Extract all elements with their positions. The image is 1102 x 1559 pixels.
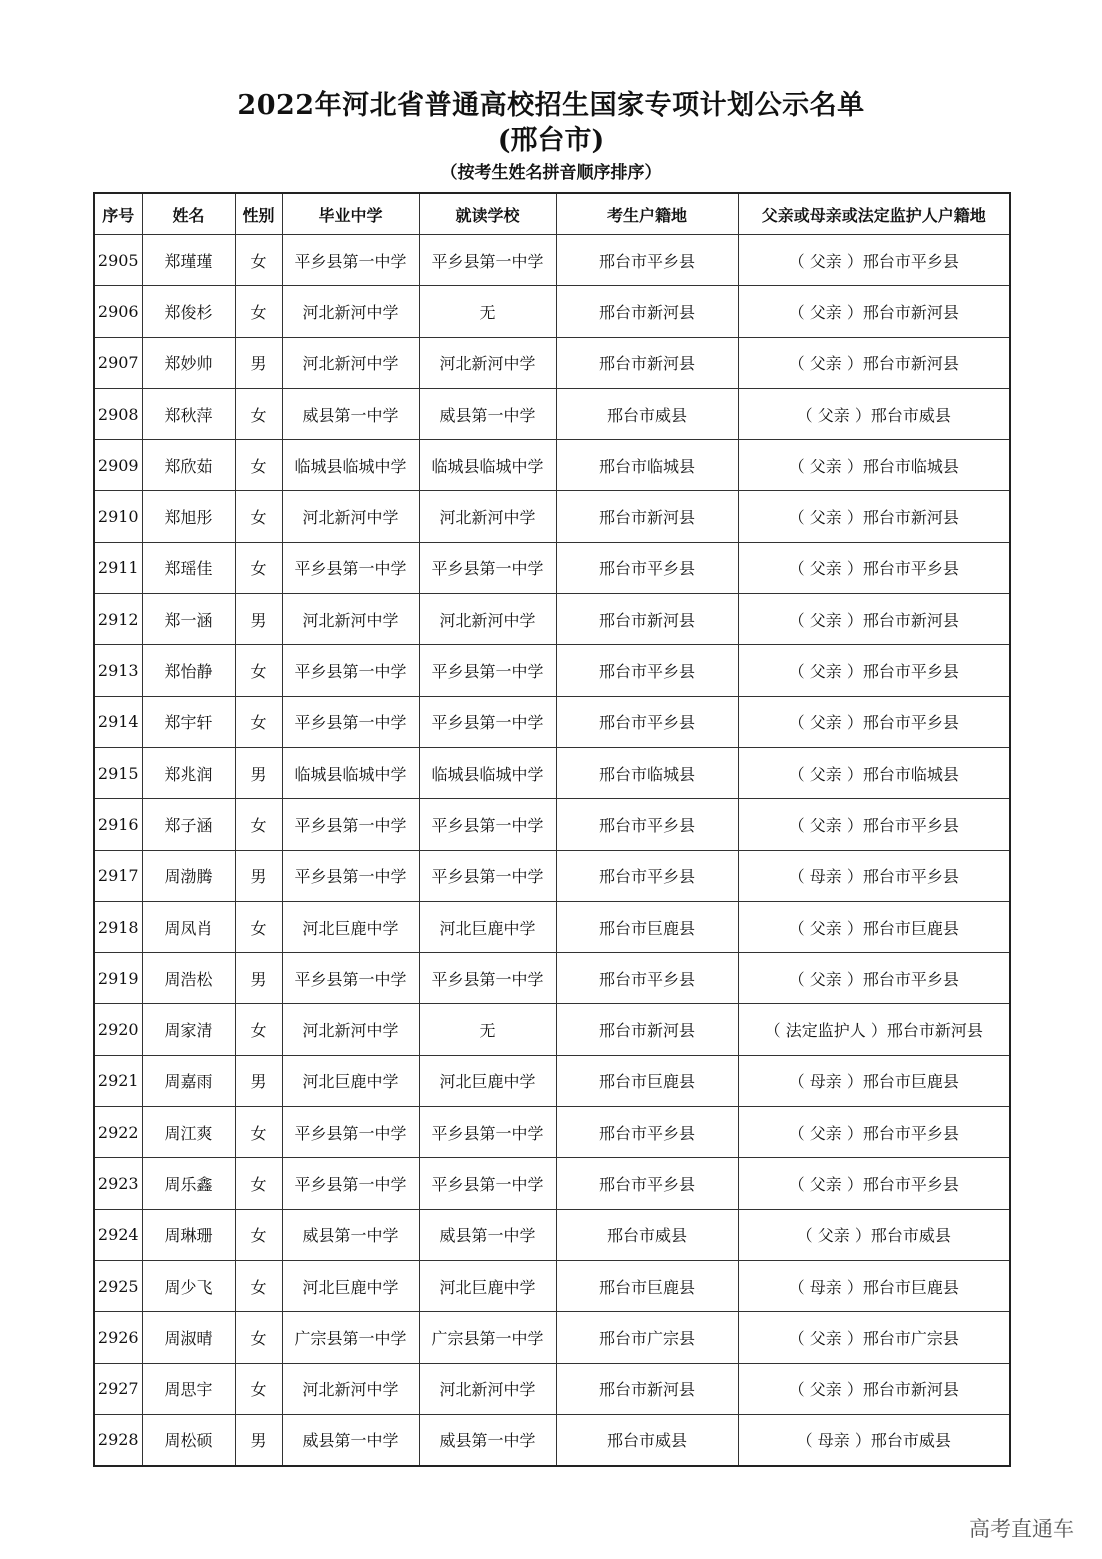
cell-current-school: 广宗县第一中学 [419, 1312, 556, 1363]
cell-graduated-school: 威县第一中学 [282, 388, 419, 439]
cell-name: 周淑晴 [142, 1312, 235, 1363]
cell-seq: 2919 [94, 953, 142, 1004]
cell-guardian-residence: （ 父亲 ）邢台市威县 [738, 388, 1010, 439]
cell-current-school: 河北新河中学 [419, 594, 556, 645]
cell-student-residence: 邢台市平乡县 [556, 696, 738, 747]
cell-guardian-residence: （ 父亲 ）邢台市平乡县 [738, 542, 1010, 593]
table-body [94, 235, 1010, 1467]
table-row [94, 388, 1010, 439]
cell-gender: 女 [235, 1260, 282, 1311]
cell-student-residence: 邢台市新河县 [556, 337, 738, 388]
cell-name: 周少飞 [142, 1260, 235, 1311]
cell-graduated-school: 河北新河中学 [282, 491, 419, 542]
table-row [94, 1414, 1010, 1466]
cell-name: 周家清 [142, 1004, 235, 1055]
cell-student-residence: 邢台市临城县 [556, 440, 738, 491]
document-subtitle: (邢台市) [497, 125, 605, 156]
cell-graduated-school: 威县第一中学 [282, 1414, 419, 1466]
cell-current-school: 河北巨鹿中学 [419, 1055, 556, 1106]
cell-guardian-residence: （ 父亲 ）邢台市威县 [738, 1209, 1010, 1260]
cell-name: 郑兆润 [142, 747, 235, 798]
cell-gender: 女 [235, 440, 282, 491]
cell-student-residence: 邢台市威县 [556, 388, 738, 439]
cell-current-school: 无 [419, 286, 556, 337]
cell-current-school: 河北巨鹿中学 [419, 1260, 556, 1311]
sort-order-note: （按考生姓名拼音顺序排序） [440, 163, 662, 183]
cell-seq: 2907 [94, 337, 142, 388]
cell-student-residence: 邢台市临城县 [556, 747, 738, 798]
cell-seq: 2926 [94, 1312, 142, 1363]
cell-gender: 女 [235, 286, 282, 337]
table-row [94, 440, 1010, 491]
cell-student-residence: 邢台市平乡县 [556, 850, 738, 901]
cell-gender: 女 [235, 388, 282, 439]
cell-name: 郑秋萍 [142, 388, 235, 439]
cell-seq: 2923 [94, 1158, 142, 1209]
cell-seq: 2906 [94, 286, 142, 337]
cell-name: 郑宇轩 [142, 696, 235, 747]
table-row [94, 1363, 1010, 1414]
cell-seq: 2912 [94, 594, 142, 645]
cell-gender: 女 [235, 799, 282, 850]
cell-gender: 女 [235, 696, 282, 747]
cell-gender: 女 [235, 1004, 282, 1055]
cell-current-school: 威县第一中学 [419, 388, 556, 439]
cell-guardian-residence: （ 父亲 ）邢台市临城县 [738, 747, 1010, 798]
cell-gender: 男 [235, 594, 282, 645]
cell-current-school: 无 [419, 1004, 556, 1055]
cell-seq: 2924 [94, 1209, 142, 1260]
header-gender: 性别 [235, 193, 282, 235]
cell-name: 周嘉雨 [142, 1055, 235, 1106]
table-row [94, 1312, 1010, 1363]
cell-graduated-school: 平乡县第一中学 [282, 850, 419, 901]
cell-current-school: 河北新河中学 [419, 1363, 556, 1414]
cell-current-school: 河北巨鹿中学 [419, 901, 556, 952]
cell-guardian-residence: （ 父亲 ）邢台市平乡县 [738, 645, 1010, 696]
cell-guardian-residence: （ 父亲 ）邢台市临城县 [738, 440, 1010, 491]
cell-guardian-residence: （ 父亲 ）邢台市广宗县 [738, 1312, 1010, 1363]
table-row [94, 491, 1010, 542]
cell-guardian-residence: （ 父亲 ）邢台市新河县 [738, 594, 1010, 645]
cell-student-residence: 邢台市广宗县 [556, 1312, 738, 1363]
table-row [94, 901, 1010, 952]
cell-name: 郑欣茹 [142, 440, 235, 491]
cell-gender: 女 [235, 901, 282, 952]
cell-gender: 女 [235, 1158, 282, 1209]
document-header [0, 88, 1102, 186]
cell-current-school: 河北新河中学 [419, 337, 556, 388]
cell-seq: 2905 [94, 235, 142, 286]
cell-seq: 2920 [94, 1004, 142, 1055]
cell-current-school: 平乡县第一中学 [419, 235, 556, 286]
cell-gender: 男 [235, 747, 282, 798]
cell-guardian-residence: （ 父亲 ）邢台市新河县 [738, 1363, 1010, 1414]
table-row [94, 235, 1010, 286]
cell-guardian-residence: （ 父亲 ）邢台市平乡县 [738, 235, 1010, 286]
cell-name: 郑妙帅 [142, 337, 235, 388]
table-row [94, 1107, 1010, 1158]
cell-gender: 男 [235, 850, 282, 901]
cell-seq: 2927 [94, 1363, 142, 1414]
cell-graduated-school: 平乡县第一中学 [282, 645, 419, 696]
cell-guardian-residence: （ 父亲 ）邢台市新河县 [738, 337, 1010, 388]
cell-name: 周渤腾 [142, 850, 235, 901]
cell-student-residence: 邢台市巨鹿县 [556, 1260, 738, 1311]
cell-seq: 2908 [94, 388, 142, 439]
cell-guardian-residence: （ 父亲 ）邢台市巨鹿县 [738, 901, 1010, 952]
cell-name: 周松硕 [142, 1414, 235, 1466]
cell-graduated-school: 平乡县第一中学 [282, 235, 419, 286]
cell-name: 周凤肖 [142, 901, 235, 952]
cell-current-school: 平乡县第一中学 [419, 696, 556, 747]
cell-name: 郑旭彤 [142, 491, 235, 542]
cell-current-school: 河北新河中学 [419, 491, 556, 542]
cell-gender: 男 [235, 1055, 282, 1106]
cell-gender: 女 [235, 491, 282, 542]
cell-current-school: 平乡县第一中学 [419, 799, 556, 850]
cell-current-school: 临城县临城中学 [419, 747, 556, 798]
cell-name: 周琳珊 [142, 1209, 235, 1260]
cell-student-residence: 邢台市威县 [556, 1209, 738, 1260]
cell-seq: 2922 [94, 1107, 142, 1158]
cell-name: 郑一涵 [142, 594, 235, 645]
header-student-residence: 考生户籍地 [556, 193, 738, 235]
table-row [94, 953, 1010, 1004]
cell-student-residence: 邢台市巨鹿县 [556, 1055, 738, 1106]
header-seq: 序号 [94, 193, 142, 235]
cell-seq: 2917 [94, 850, 142, 901]
cell-graduated-school: 平乡县第一中学 [282, 542, 419, 593]
cell-seq: 2911 [94, 542, 142, 593]
cell-gender: 女 [235, 235, 282, 286]
cell-guardian-residence: （ 母亲 ）邢台市平乡县 [738, 850, 1010, 901]
table-row [94, 286, 1010, 337]
cell-guardian-residence: （ 父亲 ）邢台市平乡县 [738, 696, 1010, 747]
watermark: 高考直通车 [969, 1517, 1074, 1541]
cell-graduated-school: 平乡县第一中学 [282, 696, 419, 747]
cell-current-school: 平乡县第一中学 [419, 1158, 556, 1209]
cell-graduated-school: 河北巨鹿中学 [282, 1055, 419, 1106]
cell-graduated-school: 威县第一中学 [282, 1209, 419, 1260]
cell-student-residence: 邢台市新河县 [556, 286, 738, 337]
cell-student-residence: 邢台市新河县 [556, 1363, 738, 1414]
cell-graduated-school: 河北新河中学 [282, 337, 419, 388]
cell-student-residence: 邢台市平乡县 [556, 1107, 738, 1158]
cell-name: 郑瑶佳 [142, 542, 235, 593]
cell-guardian-residence: （ 父亲 ）邢台市新河县 [738, 286, 1010, 337]
cell-gender: 女 [235, 1107, 282, 1158]
table-row [94, 1260, 1010, 1311]
header-guardian-residence: 父亲或母亲或法定监护人户籍地 [738, 193, 1010, 235]
cell-name: 郑子涵 [142, 799, 235, 850]
table-row [94, 850, 1010, 901]
cell-student-residence: 邢台市新河县 [556, 594, 738, 645]
cell-name: 郑怡静 [142, 645, 235, 696]
cell-current-school: 平乡县第一中学 [419, 645, 556, 696]
cell-guardian-residence: （ 母亲 ）邢台市巨鹿县 [738, 1055, 1010, 1106]
table-row [94, 799, 1010, 850]
cell-student-residence: 邢台市威县 [556, 1414, 738, 1466]
cell-graduated-school: 河北新河中学 [282, 594, 419, 645]
cell-guardian-residence: （ 法定监护人 ）邢台市新河县 [738, 1004, 1010, 1055]
cell-current-school: 平乡县第一中学 [419, 542, 556, 593]
admission-list-table [93, 192, 1011, 1467]
cell-seq: 2916 [94, 799, 142, 850]
table-header-row [94, 193, 1010, 235]
cell-seq: 2921 [94, 1055, 142, 1106]
cell-guardian-residence: （ 母亲 ）邢台市威县 [738, 1414, 1010, 1466]
cell-guardian-residence: （ 父亲 ）邢台市新河县 [738, 491, 1010, 542]
cell-seq: 2910 [94, 491, 142, 542]
cell-current-school: 威县第一中学 [419, 1414, 556, 1466]
table-row [94, 337, 1010, 388]
cell-name: 郑瑾瑾 [142, 235, 235, 286]
cell-graduated-school: 河北新河中学 [282, 1004, 419, 1055]
cell-gender: 女 [235, 542, 282, 593]
cell-guardian-residence: （ 父亲 ）邢台市平乡县 [738, 1158, 1010, 1209]
cell-seq: 2925 [94, 1260, 142, 1311]
cell-gender: 男 [235, 1414, 282, 1466]
header-name: 姓名 [142, 193, 235, 235]
table-row [94, 542, 1010, 593]
header-graduated-school: 毕业中学 [282, 193, 419, 235]
cell-current-school: 平乡县第一中学 [419, 850, 556, 901]
table-row [94, 594, 1010, 645]
cell-graduated-school: 河北新河中学 [282, 1363, 419, 1414]
cell-name: 郑俊杉 [142, 286, 235, 337]
cell-student-residence: 邢台市巨鹿县 [556, 901, 738, 952]
cell-current-school: 平乡县第一中学 [419, 953, 556, 1004]
cell-seq: 2913 [94, 645, 142, 696]
cell-graduated-school: 平乡县第一中学 [282, 953, 419, 1004]
cell-student-residence: 邢台市平乡县 [556, 799, 738, 850]
cell-student-residence: 邢台市平乡县 [556, 1158, 738, 1209]
cell-seq: 2914 [94, 696, 142, 747]
cell-graduated-school: 河北新河中学 [282, 286, 419, 337]
cell-guardian-residence: （ 父亲 ）邢台市平乡县 [738, 1107, 1010, 1158]
cell-gender: 女 [235, 1209, 282, 1260]
cell-current-school: 临城县临城中学 [419, 440, 556, 491]
cell-seq: 2909 [94, 440, 142, 491]
cell-student-residence: 邢台市平乡县 [556, 645, 738, 696]
cell-graduated-school: 河北巨鹿中学 [282, 1260, 419, 1311]
cell-graduated-school: 广宗县第一中学 [282, 1312, 419, 1363]
cell-student-residence: 邢台市新河县 [556, 491, 738, 542]
cell-graduated-school: 河北巨鹿中学 [282, 901, 419, 952]
table-row [94, 1055, 1010, 1106]
table-row [94, 1158, 1010, 1209]
cell-student-residence: 邢台市平乡县 [556, 235, 738, 286]
cell-gender: 男 [235, 337, 282, 388]
cell-seq: 2928 [94, 1414, 142, 1466]
cell-gender: 女 [235, 1363, 282, 1414]
table-row [94, 645, 1010, 696]
cell-seq: 2918 [94, 901, 142, 952]
cell-student-residence: 邢台市新河县 [556, 1004, 738, 1055]
table-row [94, 1209, 1010, 1260]
cell-guardian-residence: （ 母亲 ）邢台市巨鹿县 [738, 1260, 1010, 1311]
cell-student-residence: 邢台市平乡县 [556, 953, 738, 1004]
cell-guardian-residence: （ 父亲 ）邢台市平乡县 [738, 799, 1010, 850]
cell-name: 周思宇 [142, 1363, 235, 1414]
cell-name: 周乐鑫 [142, 1158, 235, 1209]
cell-graduated-school: 平乡县第一中学 [282, 799, 419, 850]
cell-name: 周江爽 [142, 1107, 235, 1158]
cell-graduated-school: 平乡县第一中学 [282, 1107, 419, 1158]
cell-graduated-school: 临城县临城中学 [282, 440, 419, 491]
cell-gender: 男 [235, 953, 282, 1004]
table-row [94, 747, 1010, 798]
cell-student-residence: 邢台市平乡县 [556, 542, 738, 593]
cell-seq: 2915 [94, 747, 142, 798]
document-title: 2022年河北省普通高校招生国家专项计划公示名单 [237, 90, 865, 121]
header-current-school: 就读学校 [419, 193, 556, 235]
table-row [94, 1004, 1010, 1055]
cell-guardian-residence: （ 父亲 ）邢台市平乡县 [738, 953, 1010, 1004]
cell-gender: 女 [235, 645, 282, 696]
cell-graduated-school: 平乡县第一中学 [282, 1158, 419, 1209]
cell-current-school: 威县第一中学 [419, 1209, 556, 1260]
table-row [94, 696, 1010, 747]
cell-current-school: 平乡县第一中学 [419, 1107, 556, 1158]
cell-gender: 女 [235, 1312, 282, 1363]
cell-name: 周浩松 [142, 953, 235, 1004]
cell-graduated-school: 临城县临城中学 [282, 747, 419, 798]
